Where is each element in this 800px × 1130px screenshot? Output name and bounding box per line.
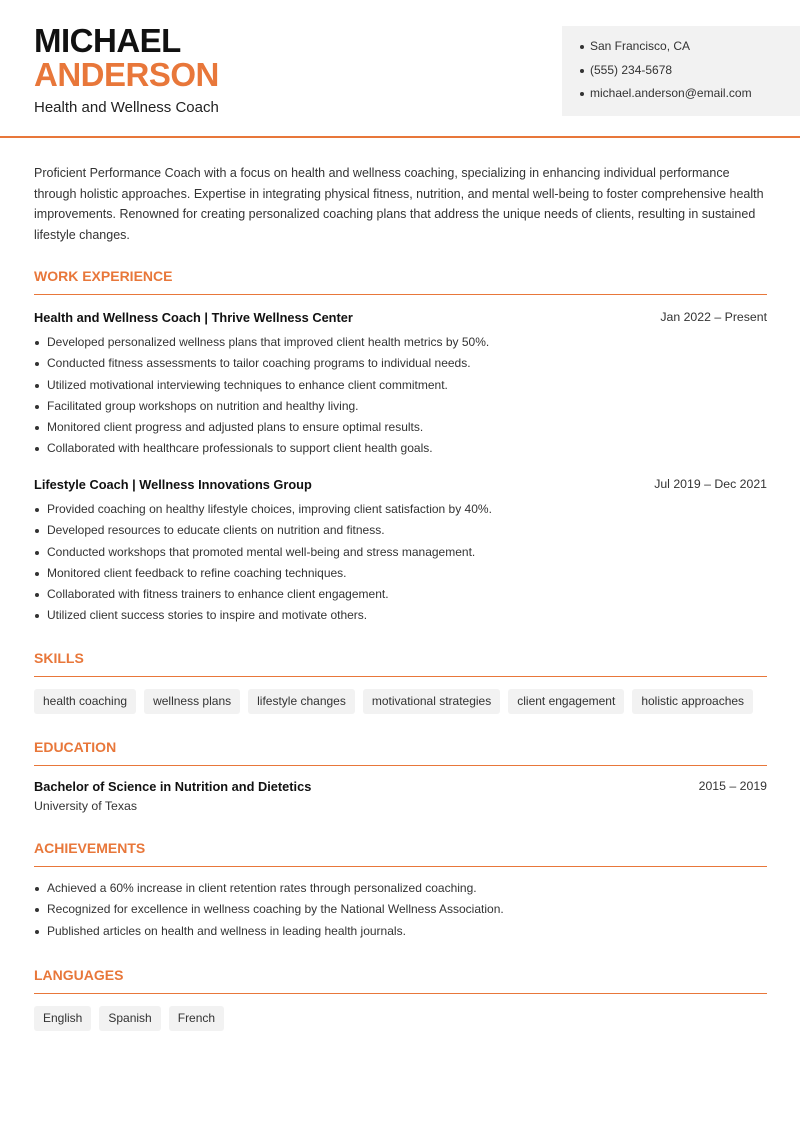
list-item: Developed resources to educate clients on nutrition and fitness.	[34, 520, 769, 541]
list-item: Developed personalized wellness plans that improved client health metrics by 50%.	[34, 332, 769, 353]
contact-email[interactable]: michael.anderson@email.com	[579, 85, 800, 109]
skills-heading: SKILLS	[34, 650, 767, 677]
list-item: Conducted workshops that promoted mental well-being and stress management.	[34, 542, 769, 563]
language-tag: French	[169, 1006, 224, 1031]
education-date: 2015 – 2019	[698, 779, 767, 793]
school-name: University of Texas	[34, 799, 137, 813]
skills-tags	[34, 689, 753, 714]
list-item: Provided coaching on healthy lifestyle choices, improving client satisfaction by 40%.	[34, 499, 769, 520]
first-name: MICHAEL	[34, 22, 181, 59]
language-tag: English	[34, 1006, 91, 1031]
skill-tag: health coaching	[34, 689, 136, 714]
job-bullets	[34, 332, 769, 460]
list-item: Monitored client progress and adjusted plans to ensure optimal results.	[34, 417, 769, 438]
list-item: Collaborated with healthcare professionals to support client health goals.	[34, 438, 769, 459]
language-tags	[34, 1006, 224, 1031]
list-item: Collaborated with fitness trainers to enhance client engagement.	[34, 584, 769, 605]
education-heading: EDUCATION	[34, 739, 767, 766]
contact-box	[562, 26, 800, 116]
skill-tag: wellness plans	[144, 689, 240, 714]
languages-heading: LANGUAGES	[34, 967, 767, 994]
last-name: ANDERSON	[34, 56, 219, 93]
list-item: Published articles on health and wellness in leading health journals.	[34, 921, 769, 942]
resume-header	[0, 0, 800, 138]
job-title: Health and Wellness Coach | Thrive Wellness Center	[34, 310, 353, 325]
job-bullets	[34, 499, 769, 627]
skill-tag: lifestyle changes	[248, 689, 355, 714]
job-date: Jul 2019 – Dec 2021	[654, 477, 767, 491]
job-date: Jan 2022 – Present	[660, 310, 767, 324]
contact-location: San Francisco, CA	[579, 38, 800, 62]
degree-title: Bachelor of Science in Nutrition and Dietetics	[34, 779, 312, 794]
profile-summary: Proficient Performance Coach with a focus on health and wellness coaching, specializing in enhancing individual performance through holistic approaches. Expertise in integrating physical fitness, nutrition, and mental well-being to foster comprehensive health improvements. Renowned for creating personalized coaching plans that address the unique needs of clients, resulting in sustained lifestyle changes.	[34, 166, 764, 243]
job-title: Lifestyle Coach | Wellness Innovations Group	[34, 477, 312, 492]
list-item: Utilized client success stories to inspire and motivate others.	[34, 605, 769, 626]
list-item: Achieved a 60% increase in client retention rates through personalized coaching.	[34, 878, 769, 899]
skill-tag: motivational strategies	[363, 689, 500, 714]
achievements-heading: ACHIEVEMENTS	[34, 840, 767, 867]
list-item: Monitored client feedback to refine coaching techniques.	[34, 563, 769, 584]
language-tag: Spanish	[99, 1006, 160, 1031]
skill-tag: client engagement	[508, 689, 624, 714]
candidate-name	[34, 24, 219, 92]
achievements-list	[34, 878, 769, 942]
job-role: Health and Wellness Coach	[34, 99, 219, 116]
skill-tag: holistic approaches	[632, 689, 753, 714]
list-item: Conducted fitness assessments to tailor coaching programs to individual needs.	[34, 353, 769, 374]
list-item: Utilized motivational interviewing techniques to enhance client commitment.	[34, 375, 769, 396]
contact-phone: (555) 234-5678	[579, 62, 800, 86]
list-item: Recognized for excellence in wellness coaching by the National Wellness Association.	[34, 899, 769, 920]
work-experience-heading: WORK EXPERIENCE	[34, 268, 767, 295]
list-item: Facilitated group workshops on nutrition and healthy living.	[34, 396, 769, 417]
